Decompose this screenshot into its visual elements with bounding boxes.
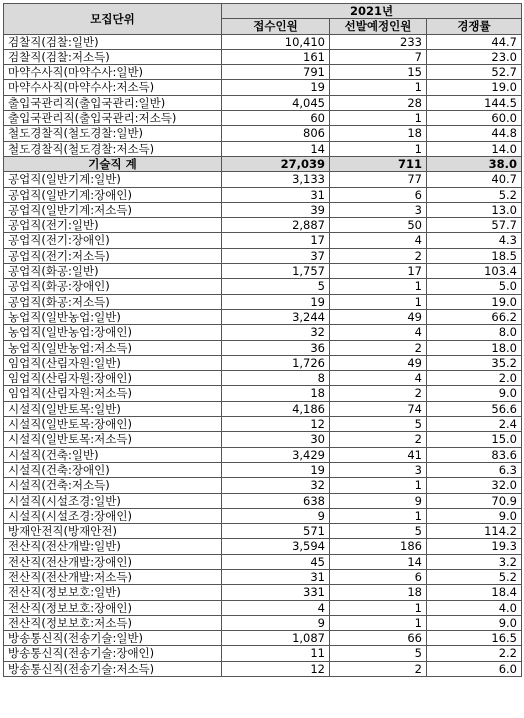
unit-name-cell: 임업직(산림자원:장애인) — [4, 371, 222, 386]
table-row — [4, 34, 522, 49]
ratio-cell: 52.7 — [427, 65, 522, 80]
unit-name-cell: 방송통신직(전송기술:장애인) — [4, 646, 222, 661]
unit-name-cell: 공업직(전기:장애인) — [4, 233, 222, 248]
ratio-cell: 15.0 — [427, 432, 522, 447]
applicants-cell: 18 — [222, 386, 330, 401]
applicants-cell: 19 — [222, 462, 330, 477]
planned-cell: 4 — [330, 233, 427, 248]
applicants-cell: 37 — [222, 248, 330, 263]
applicants-cell: 791 — [222, 65, 330, 80]
table-row — [4, 493, 522, 508]
table-row — [4, 218, 522, 233]
unit-name-cell: 검찰직(검찰:일반) — [4, 34, 222, 49]
planned-cell: 5 — [330, 646, 427, 661]
table-row — [4, 631, 522, 646]
unit-name-cell: 공업직(화공:저소득) — [4, 294, 222, 309]
unit-name-cell: 공업직(화공:장애인) — [4, 279, 222, 294]
table-row — [4, 294, 522, 309]
applicants-cell: 12 — [222, 417, 330, 432]
unit-name-cell: 시설직(시설조경:장애인) — [4, 508, 222, 523]
planned-cell: 9 — [330, 493, 427, 508]
unit-name-cell: 전산직(전산개발:장애인) — [4, 554, 222, 569]
planned-cell: 66 — [330, 631, 427, 646]
table-row — [4, 646, 522, 661]
unit-name-cell: 전산직(정보보호:저소득) — [4, 615, 222, 630]
table-row — [4, 49, 522, 64]
ratio-cell: 9.0 — [427, 508, 522, 523]
planned-cell: 7 — [330, 49, 427, 64]
planned-cell: 2 — [330, 432, 427, 447]
ratio-cell: 9.0 — [427, 386, 522, 401]
unit-name-cell: 마약수사직(마약수사:저소득) — [4, 80, 222, 95]
applicants-cell: 9 — [222, 508, 330, 523]
header-row-year — [4, 4, 522, 19]
applicants-cell: 45 — [222, 554, 330, 569]
ratio-cell: 83.6 — [427, 447, 522, 462]
planned-cell: 186 — [330, 539, 427, 554]
planned-cell: 1 — [330, 294, 427, 309]
ratio-cell: 3.2 — [427, 554, 522, 569]
planned-cell: 1 — [330, 80, 427, 95]
unit-name-cell: 전산직(정보보호:장애인) — [4, 600, 222, 615]
planned-cell: 5 — [330, 417, 427, 432]
unit-name-cell: 철도경찰직(철도경찰:저소득) — [4, 141, 222, 156]
ratio-cell: 9.0 — [427, 615, 522, 630]
planned-cell: 233 — [330, 34, 427, 49]
header-ratio: 경쟁률 — [427, 19, 522, 34]
subtotal-row — [4, 156, 522, 171]
recruitment-table — [3, 3, 522, 677]
unit-name-cell: 철도경찰직(철도경찰:일반) — [4, 126, 222, 141]
ratio-cell: 6.3 — [427, 462, 522, 477]
unit-name-cell: 시설직(건축:장애인) — [4, 462, 222, 477]
ratio-cell: 4.0 — [427, 600, 522, 615]
ratio-cell: 70.9 — [427, 493, 522, 508]
planned-cell: 49 — [330, 309, 427, 324]
table-row — [4, 80, 522, 95]
ratio-cell: 19.3 — [427, 539, 522, 554]
table-row — [4, 340, 522, 355]
applicants-cell: 17 — [222, 233, 330, 248]
applicants-cell: 36 — [222, 340, 330, 355]
ratio-cell: 5.2 — [427, 187, 522, 202]
planned-cell: 1 — [330, 615, 427, 630]
unit-name-cell: 전산직(전산개발:저소득) — [4, 569, 222, 584]
table-row — [4, 508, 522, 523]
unit-name-cell: 마약수사직(마약수사:일반) — [4, 65, 222, 80]
ratio-cell: 60.0 — [427, 111, 522, 126]
ratio-cell: 32.0 — [427, 478, 522, 493]
applicants-cell: 638 — [222, 493, 330, 508]
planned-cell: 2 — [330, 248, 427, 263]
table-row — [4, 126, 522, 141]
applicants-cell: 4,045 — [222, 95, 330, 110]
ratio-cell: 16.5 — [427, 631, 522, 646]
applicants-cell: 30 — [222, 432, 330, 447]
table-row — [4, 447, 522, 462]
planned-cell: 1 — [330, 279, 427, 294]
unit-name-cell: 방송통신직(전송기술:저소득) — [4, 661, 222, 676]
table-row — [4, 202, 522, 217]
header-planned: 선발예정인원 — [330, 19, 427, 34]
planned-cell: 2 — [330, 340, 427, 355]
ratio-cell: 13.0 — [427, 202, 522, 217]
planned-cell: 14 — [330, 554, 427, 569]
applicants-cell: 3,594 — [222, 539, 330, 554]
unit-name-cell: 공업직(화공:일반) — [4, 264, 222, 279]
table-row — [4, 401, 522, 416]
planned-cell: 28 — [330, 95, 427, 110]
planned-cell: 1 — [330, 478, 427, 493]
unit-name-cell: 시설직(건축:일반) — [4, 447, 222, 462]
ratio-cell: 5.2 — [427, 569, 522, 584]
ratio-cell: 114.2 — [427, 524, 522, 539]
ratio-cell: 23.0 — [427, 49, 522, 64]
ratio-cell: 4.3 — [427, 233, 522, 248]
ratio-cell: 57.7 — [427, 218, 522, 233]
ratio-cell: 14.0 — [427, 141, 522, 156]
applicants-cell: 12 — [222, 661, 330, 676]
planned-cell: 6 — [330, 187, 427, 202]
planned-cell: 5 — [330, 524, 427, 539]
unit-name-cell: 임업직(산림자원:저소득) — [4, 386, 222, 401]
unit-name-cell: 농업직(일반농업:장애인) — [4, 325, 222, 340]
planned-cell: 3 — [330, 462, 427, 477]
planned-cell: 17 — [330, 264, 427, 279]
ratio-cell: 18.5 — [427, 248, 522, 263]
ratio-cell: 8.0 — [427, 325, 522, 340]
unit-name-cell: 공업직(전기:저소득) — [4, 248, 222, 263]
ratio-cell: 19.0 — [427, 294, 522, 309]
applicants-cell: 11 — [222, 646, 330, 661]
table-row — [4, 172, 522, 187]
ratio-cell: 5.0 — [427, 279, 522, 294]
table-row — [4, 569, 522, 584]
planned-cell: 15 — [330, 65, 427, 80]
header-unit: 모집단위 — [4, 4, 222, 35]
planned-cell: 41 — [330, 447, 427, 462]
planned-cell: 1 — [330, 141, 427, 156]
unit-name-cell: 시설직(일반토목:저소득) — [4, 432, 222, 447]
ratio-cell: 103.4 — [427, 264, 522, 279]
table-row — [4, 111, 522, 126]
applicants-cell: 27,039 — [222, 156, 330, 171]
applicants-cell: 2,887 — [222, 218, 330, 233]
table-row — [4, 95, 522, 110]
applicants-cell: 32 — [222, 325, 330, 340]
planned-cell: 2 — [330, 661, 427, 676]
table-row — [4, 539, 522, 554]
planned-cell: 4 — [330, 325, 427, 340]
planned-cell: 18 — [330, 126, 427, 141]
table-row — [4, 478, 522, 493]
ratio-cell: 2.4 — [427, 417, 522, 432]
ratio-cell: 44.8 — [427, 126, 522, 141]
table-row — [4, 600, 522, 615]
unit-name-cell: 농업직(일반농업:저소득) — [4, 340, 222, 355]
unit-name-cell: 공업직(일반기계:장애인) — [4, 187, 222, 202]
table-row — [4, 141, 522, 156]
applicants-cell: 8 — [222, 371, 330, 386]
unit-name-cell: 출입국관리직(출입국관리:일반) — [4, 95, 222, 110]
ratio-cell: 2.2 — [427, 646, 522, 661]
applicants-cell: 3,429 — [222, 447, 330, 462]
ratio-cell: 2.0 — [427, 371, 522, 386]
applicants-cell: 14 — [222, 141, 330, 156]
applicants-cell: 3,133 — [222, 172, 330, 187]
unit-name-cell: 방재안전직(방재안전) — [4, 524, 222, 539]
ratio-cell: 35.2 — [427, 355, 522, 370]
planned-cell: 77 — [330, 172, 427, 187]
applicants-cell: 331 — [222, 585, 330, 600]
table-row — [4, 432, 522, 447]
planned-cell: 1 — [330, 508, 427, 523]
applicants-cell: 39 — [222, 202, 330, 217]
ratio-cell: 56.6 — [427, 401, 522, 416]
unit-name-cell: 전산직(정보보호:일반) — [4, 585, 222, 600]
header-applicants: 접수인원 — [222, 19, 330, 34]
ratio-cell: 66.2 — [427, 309, 522, 324]
applicants-cell: 32 — [222, 478, 330, 493]
table-row — [4, 661, 522, 676]
applicants-cell: 161 — [222, 49, 330, 64]
table-row — [4, 65, 522, 80]
table-row — [4, 264, 522, 279]
planned-cell: 74 — [330, 401, 427, 416]
planned-cell: 18 — [330, 585, 427, 600]
applicants-cell: 19 — [222, 294, 330, 309]
table-body — [4, 34, 522, 676]
table-row — [4, 524, 522, 539]
table-row — [4, 187, 522, 202]
unit-name-cell: 시설직(일반토목:일반) — [4, 401, 222, 416]
table-row — [4, 355, 522, 370]
applicants-cell: 31 — [222, 569, 330, 584]
unit-name-cell: 기술직 계 — [4, 156, 222, 171]
planned-cell: 1 — [330, 111, 427, 126]
applicants-cell: 1,757 — [222, 264, 330, 279]
unit-name-cell: 시설직(일반토목:장애인) — [4, 417, 222, 432]
planned-cell: 6 — [330, 569, 427, 584]
ratio-cell: 18.0 — [427, 340, 522, 355]
applicants-cell: 19 — [222, 80, 330, 95]
table-row — [4, 554, 522, 569]
table-row — [4, 417, 522, 432]
table-row — [4, 233, 522, 248]
ratio-cell: 40.7 — [427, 172, 522, 187]
applicants-cell: 4 — [222, 600, 330, 615]
applicants-cell: 571 — [222, 524, 330, 539]
applicants-cell: 1,087 — [222, 631, 330, 646]
applicants-cell: 60 — [222, 111, 330, 126]
unit-name-cell: 시설직(건축:저소득) — [4, 478, 222, 493]
planned-cell: 2 — [330, 386, 427, 401]
table-row — [4, 615, 522, 630]
unit-name-cell: 농업직(일반농업:일반) — [4, 309, 222, 324]
table-row — [4, 248, 522, 263]
table-row — [4, 585, 522, 600]
applicants-cell: 1,726 — [222, 355, 330, 370]
table-row — [4, 279, 522, 294]
table-row — [4, 462, 522, 477]
table-row — [4, 371, 522, 386]
applicants-cell: 31 — [222, 187, 330, 202]
planned-cell: 3 — [330, 202, 427, 217]
planned-cell: 49 — [330, 355, 427, 370]
table-row — [4, 309, 522, 324]
ratio-cell: 38.0 — [427, 156, 522, 171]
ratio-cell: 19.0 — [427, 80, 522, 95]
unit-name-cell: 시설직(시설조경:일반) — [4, 493, 222, 508]
applicants-cell: 4,186 — [222, 401, 330, 416]
planned-cell: 4 — [330, 371, 427, 386]
unit-name-cell: 임업직(산림자원:일반) — [4, 355, 222, 370]
applicants-cell: 5 — [222, 279, 330, 294]
unit-name-cell: 방송통신직(전송기술:일반) — [4, 631, 222, 646]
table-row — [4, 325, 522, 340]
ratio-cell: 18.4 — [427, 585, 522, 600]
table-row — [4, 386, 522, 401]
applicants-cell: 9 — [222, 615, 330, 630]
planned-cell: 711 — [330, 156, 427, 171]
applicants-cell: 3,244 — [222, 309, 330, 324]
unit-name-cell: 공업직(일반기계:저소득) — [4, 202, 222, 217]
applicants-cell: 10,410 — [222, 34, 330, 49]
unit-name-cell: 출입국관리직(출입국관리:저소득) — [4, 111, 222, 126]
unit-name-cell: 공업직(전기:일반) — [4, 218, 222, 233]
unit-name-cell: 공업직(일반기계:일반) — [4, 172, 222, 187]
planned-cell: 50 — [330, 218, 427, 233]
planned-cell: 1 — [330, 600, 427, 615]
applicants-cell: 806 — [222, 126, 330, 141]
ratio-cell: 44.7 — [427, 34, 522, 49]
unit-name-cell: 검찰직(검찰:저소득) — [4, 49, 222, 64]
header-year: 2021년 — [222, 4, 522, 19]
unit-name-cell: 전산직(전산개발:일반) — [4, 539, 222, 554]
ratio-cell: 6.0 — [427, 661, 522, 676]
ratio-cell: 144.5 — [427, 95, 522, 110]
